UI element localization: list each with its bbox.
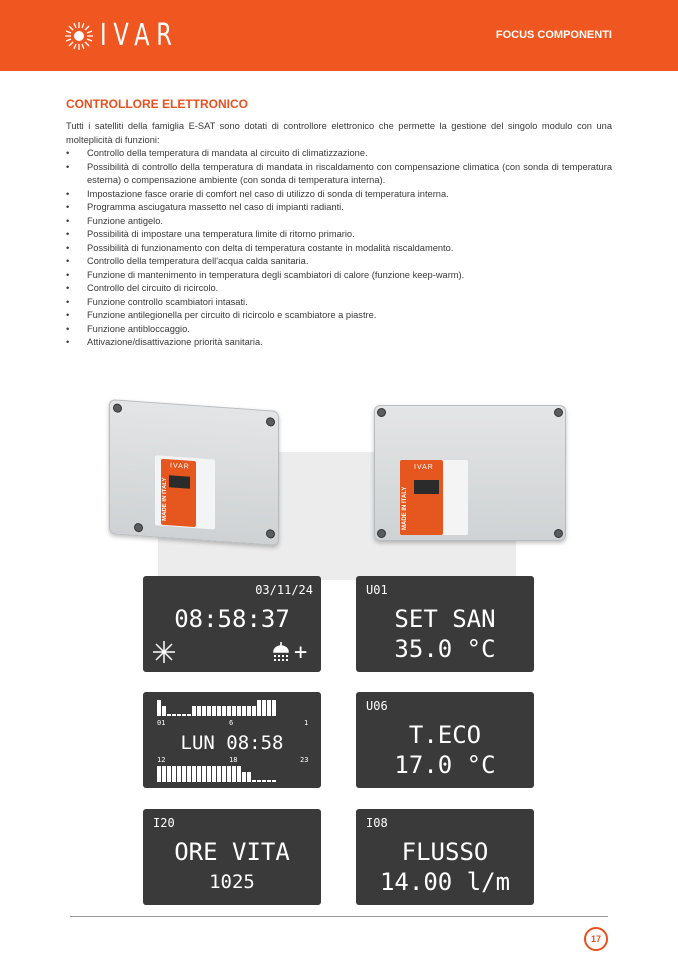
- schedule-bar: [202, 766, 206, 782]
- screw: [266, 417, 275, 427]
- schedule-bar: [207, 766, 211, 782]
- feature-item: • Controllo della temperatura di mandata al circuito di climatizzazione.: [66, 147, 612, 161]
- schedule-bar: [197, 706, 201, 716]
- sun-icon: [64, 21, 94, 51]
- section-label: FOCUS COMPONENTI: [495, 29, 612, 41]
- feature-item: • Funzione antigelo.: [66, 215, 612, 229]
- feature-item: • Possibilità di controllo della temperatura di mandata in riscaldamento con compensazione climatica (con sonda di temperatura esterna) o compensazione ambiente (con sonda di temperatura interna).: [66, 161, 612, 188]
- schedule-bar: [267, 780, 271, 782]
- lcd-display-teco: [356, 692, 534, 788]
- tick-label: 18: [229, 756, 238, 764]
- display-code: U01: [366, 583, 388, 597]
- tick-label: 6: [229, 719, 234, 727]
- display-day-time: LUN 08:58: [180, 732, 284, 754]
- feature-item: • Funzione di mantenimento in temperatura degli scambiatori di calore (funzione keep-warm).: [66, 269, 612, 283]
- made-in-italy: MADE IN ITALY: [162, 477, 168, 522]
- schedule-bar: [247, 772, 251, 782]
- feature-item: • Controllo della temperatura dell'acqua calda sanitaria.: [66, 255, 612, 269]
- schedule-bar: [167, 766, 171, 782]
- schedule-bars-bottom: [157, 766, 276, 782]
- display-code: U06: [366, 699, 388, 713]
- display-line2: 17.0 °C: [394, 751, 496, 779]
- lcd-display-flusso: [356, 809, 534, 905]
- screw: [113, 403, 122, 413]
- display-time: 08:58:37: [174, 605, 290, 633]
- schedule-bar: [177, 766, 181, 782]
- control-panel: [161, 459, 196, 527]
- schedule-bar: [242, 772, 246, 782]
- feature-item: • Funzione antibloccaggio.: [66, 323, 612, 337]
- schedule-bar: [187, 766, 191, 782]
- schedule-bar: [252, 780, 256, 782]
- schedule-bar: [257, 700, 261, 716]
- schedule-bar: [252, 706, 256, 716]
- feature-item: • Programma asciugatura massetto nel caso di impianti radianti.: [66, 201, 612, 215]
- feature-item: • Possibilità di funzionamento con delta di temperatura costante in modalità riscaldamento.: [66, 242, 612, 256]
- footer-divider: [70, 916, 608, 917]
- display-line2: 35.0 °C: [394, 635, 496, 663]
- control-panel: [400, 460, 443, 535]
- display-line1: T.ECO: [408, 721, 482, 749]
- ivar-logo: [64, 18, 205, 53]
- display-line2: 14.00 l/m: [379, 868, 511, 896]
- tick-label: 01: [157, 719, 166, 727]
- feature-item: • Funzione controllo scambiatori intasati.: [66, 296, 612, 310]
- feature-item: • Attivazione/disattivazione priorità sanitaria.: [66, 336, 612, 350]
- tick-label: 12: [157, 756, 166, 764]
- schedule-bar: [227, 706, 231, 716]
- panel-brand: IVAR: [414, 464, 434, 471]
- schedule-bar: [262, 780, 266, 782]
- display-line1: ORE VITA: [174, 838, 290, 866]
- display-date: 03/11/24: [255, 583, 313, 597]
- lcd-display-clock: [143, 576, 321, 672]
- schedule-bar: [272, 780, 276, 782]
- display-line1: FLUSSO: [401, 838, 489, 866]
- screw: [266, 529, 275, 539]
- intro-paragraph: Tutti i satelliti della famiglia E-SAT sono dotati di controllore elettronico che permette la gestione del singolo modulo con una molteplicità di funzioni:: [66, 121, 612, 145]
- display-code: I20: [153, 816, 175, 830]
- schedule-bar: [172, 714, 176, 716]
- screw: [134, 523, 143, 533]
- schedule-bar: [232, 766, 236, 782]
- schedule-bar: [192, 766, 196, 782]
- feature-item: • Controllo del circuito di ricircolo.: [66, 282, 612, 296]
- mini-lcd: [169, 475, 190, 488]
- schedule-bar: [172, 766, 176, 782]
- snowflake-icon: [152, 640, 176, 664]
- display-code: I08: [366, 816, 388, 830]
- schedule-bar: [182, 766, 186, 782]
- feature-item: • Impostazione fasce orarie di comfort nel caso di utilizzo di sonda di temperatura interna.: [66, 188, 612, 202]
- schedule-bar: [227, 766, 231, 782]
- schedule-bar: [237, 766, 241, 782]
- lcd-display-ore-vita: [143, 809, 321, 905]
- lcd-display-schedule: [143, 692, 321, 788]
- panel-brand: IVAR: [170, 462, 190, 471]
- schedule-bar: [157, 700, 161, 716]
- schedule-bar: [272, 700, 276, 716]
- schedule-bar: [242, 706, 246, 716]
- page-header: [0, 0, 678, 71]
- schedule-bar: [232, 706, 236, 716]
- tick-label: 23: [300, 756, 309, 764]
- schedule-bar: [267, 700, 271, 716]
- schedule-bar: [207, 706, 211, 716]
- schedule-bar: [262, 700, 266, 716]
- screw: [554, 529, 563, 538]
- schedule-bar: [202, 706, 206, 716]
- mini-lcd: [414, 480, 439, 494]
- screw: [554, 408, 563, 417]
- schedule-bar: [257, 780, 261, 782]
- schedule-bar: [222, 766, 226, 782]
- lcd-display-set-san: [356, 576, 534, 672]
- schedule-bar: [177, 714, 181, 716]
- schedule-bar: [212, 766, 216, 782]
- schedule-bar: [187, 714, 191, 716]
- plus-symbol: +: [294, 640, 308, 665]
- schedule-bar: [247, 706, 251, 716]
- schedule-bar: [157, 766, 161, 782]
- schedule-bar: [162, 766, 166, 782]
- schedule-bar: [162, 706, 166, 716]
- schedule-bar: [212, 706, 216, 716]
- screw: [377, 529, 386, 538]
- schedule-bar: [217, 706, 221, 716]
- feature-item: • Possibilità di impostare una temperatura limite di ritorno primario.: [66, 228, 612, 242]
- schedule-bar: [222, 706, 226, 716]
- schedule-bar: [167, 714, 171, 716]
- made-in-italy: MADE IN ITALY: [402, 486, 408, 530]
- section-title: CONTROLLORE ELETTRONICO: [66, 97, 248, 111]
- schedule-bar: [192, 706, 196, 716]
- screw: [377, 408, 386, 417]
- schedule-bar: [217, 766, 221, 782]
- feature-list: [66, 147, 612, 350]
- schedule-bar: [182, 714, 186, 716]
- shower-icon: [270, 640, 292, 664]
- tick-label: 1: [304, 719, 309, 727]
- controller-device-right: [374, 405, 566, 541]
- display-line1: SET SAN: [394, 605, 496, 633]
- feature-item: • Funzione antilegionella per circuito di ricircolo e scambiatore a piastre.: [66, 309, 612, 323]
- schedule-bars-top: [157, 700, 276, 716]
- page-number: 17: [584, 927, 608, 951]
- controller-device-left: [109, 399, 279, 546]
- schedule-bar: [197, 766, 201, 782]
- display-line2: 1025: [209, 871, 255, 893]
- schedule-bar: [237, 706, 241, 716]
- logo-text: IVAR: [100, 18, 179, 53]
